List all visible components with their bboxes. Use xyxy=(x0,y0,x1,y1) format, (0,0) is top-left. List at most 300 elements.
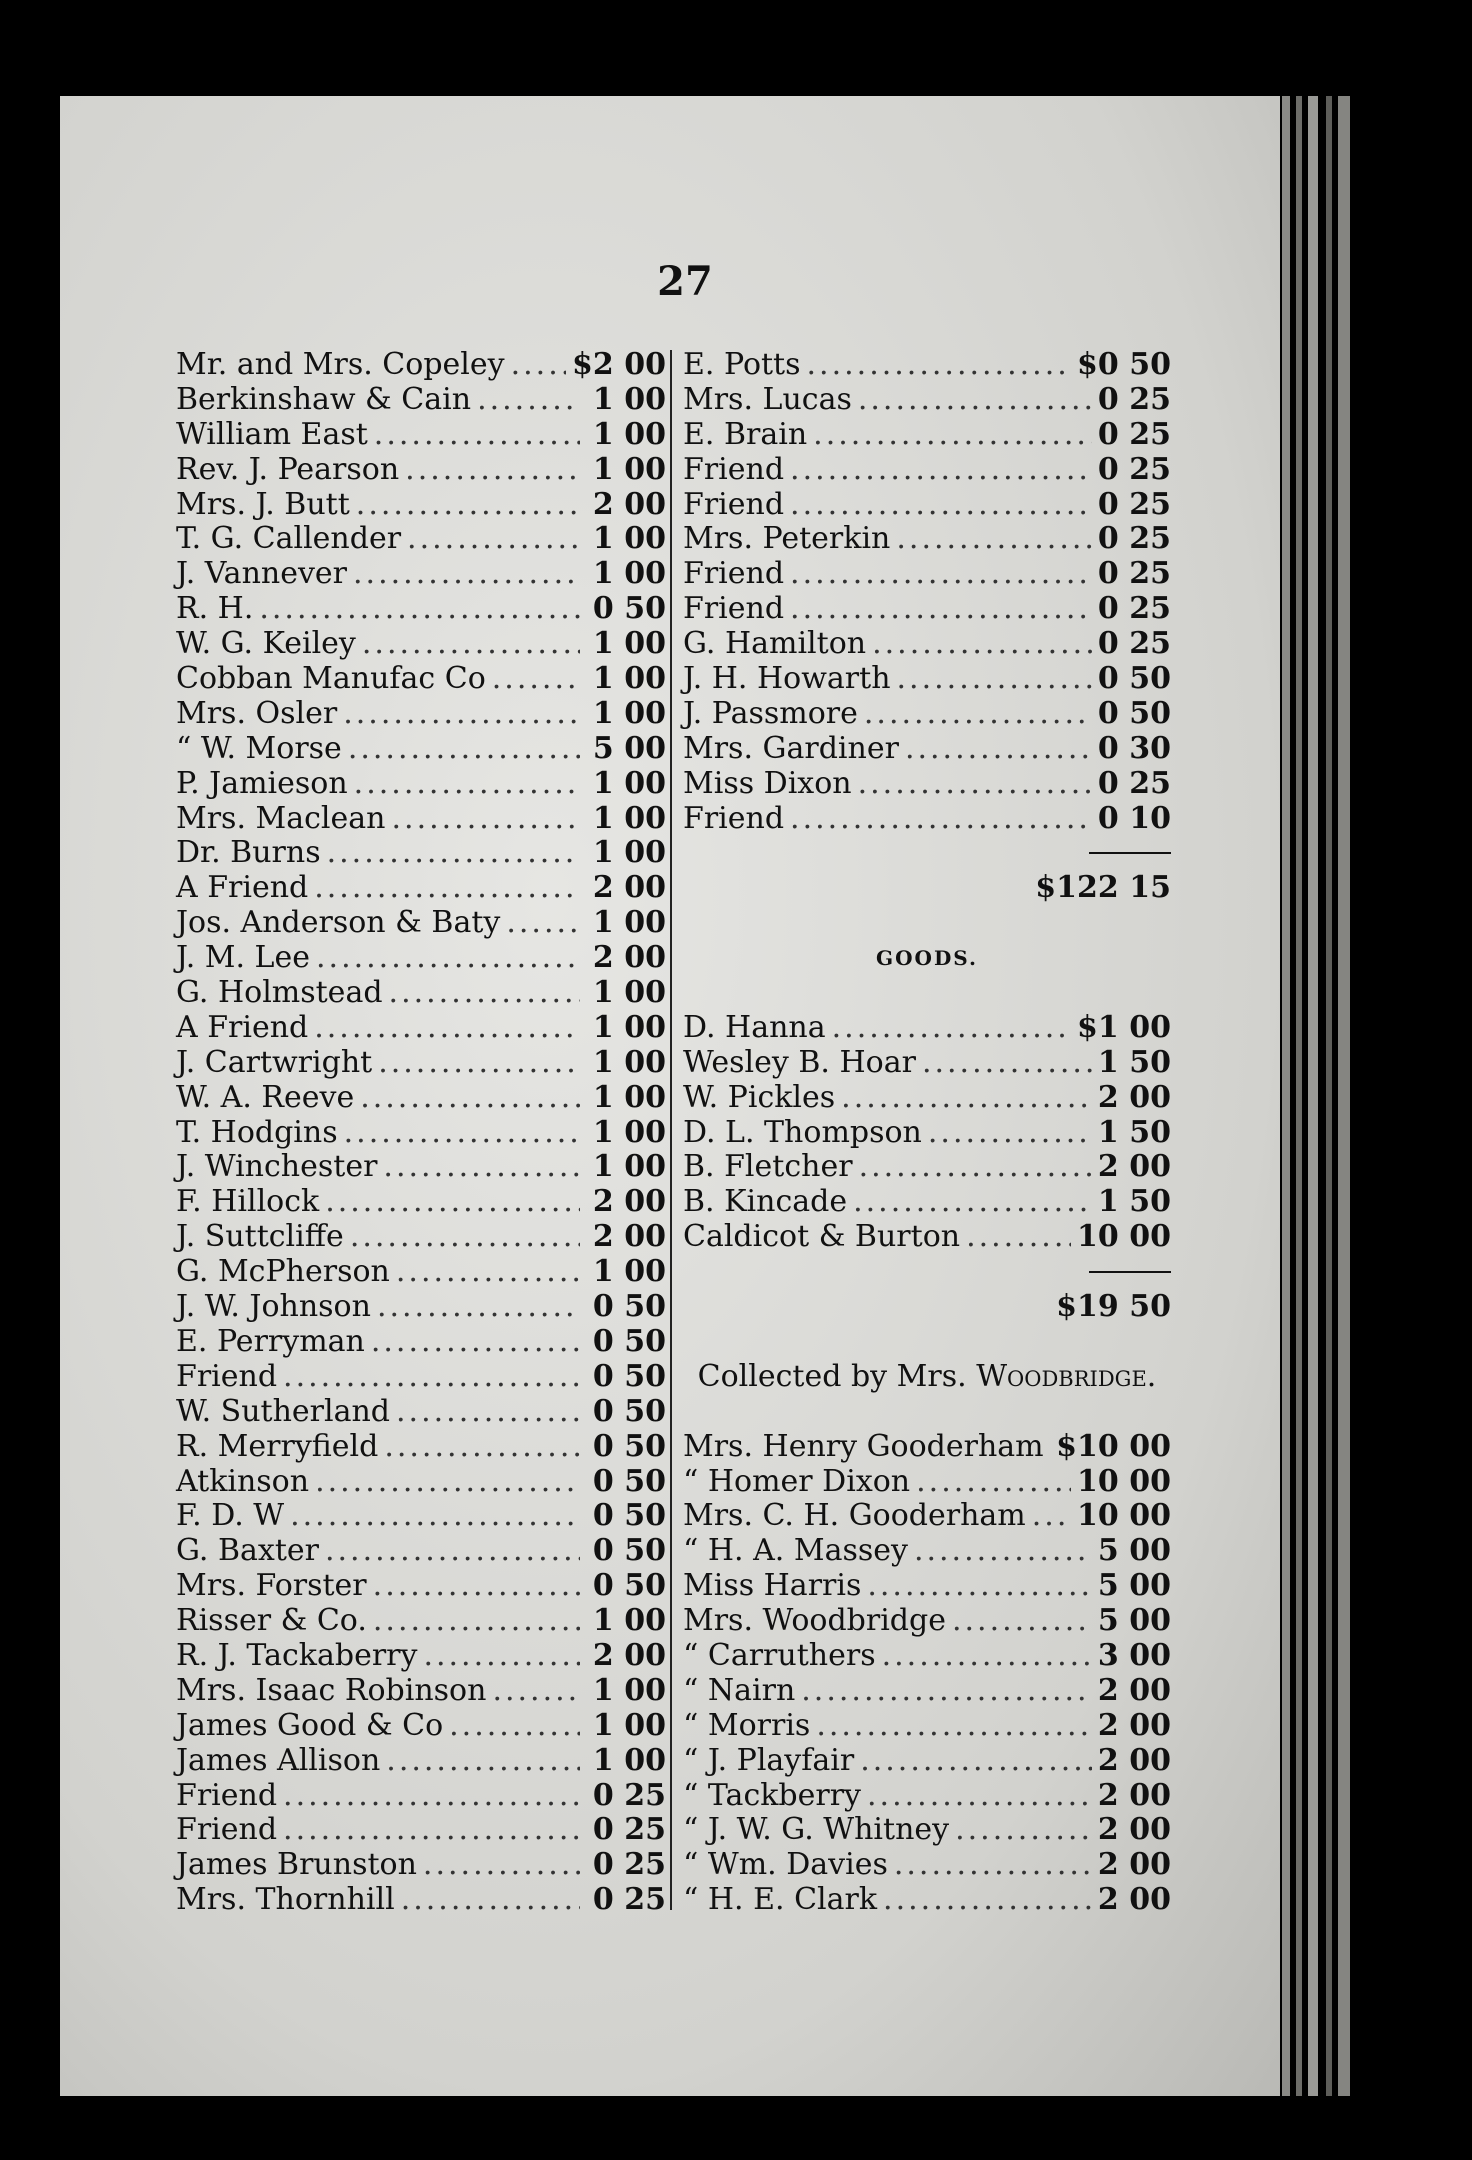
donor-name: J. W. Johnson xyxy=(176,1289,371,1325)
list-item xyxy=(176,627,666,662)
donation-amount: 1 00 xyxy=(592,975,666,1011)
list-item xyxy=(683,1813,1171,1848)
leader-dots xyxy=(314,871,580,906)
leader-dots xyxy=(883,1883,1092,1918)
donation-amount: 2 00 xyxy=(1097,1742,1171,1778)
donation-amount: 1 00 xyxy=(592,556,666,592)
donor-name: F. D. W xyxy=(176,1498,285,1534)
donor-name: D. Hanna xyxy=(683,1009,826,1045)
donation-amount: 2 00 xyxy=(1097,1882,1171,1918)
donor-name: T. G. Callender xyxy=(176,521,402,557)
leader-dots xyxy=(853,1185,1092,1220)
donor-name: James Good & Co xyxy=(176,1707,444,1743)
collected-heading xyxy=(683,1360,1171,1395)
donor-name: R. J. Tackaberry xyxy=(176,1637,418,1673)
leader-dots xyxy=(407,522,580,557)
donor-name: “ W. Morse xyxy=(176,730,342,766)
donation-amount: 5 00 xyxy=(1097,1568,1171,1604)
donation-amount: 0 25 xyxy=(1097,591,1171,627)
list-item xyxy=(176,1569,666,1604)
donation-amount: 1 00 xyxy=(592,695,666,731)
list-item xyxy=(683,1883,1171,1918)
donation-amount: 0 25 xyxy=(1097,416,1171,452)
donor-name: G. Baxter xyxy=(176,1533,319,1569)
goods-total: $19 50 xyxy=(1056,1289,1171,1325)
donor-name: “ Homer Dixon xyxy=(683,1463,911,1499)
list-item xyxy=(683,627,1171,662)
donation-amount: 0 10 xyxy=(1097,800,1171,836)
donation-amount: 0 25 xyxy=(1097,765,1171,801)
leader-dots xyxy=(374,418,580,453)
spacer xyxy=(683,1325,1171,1360)
right-column xyxy=(683,348,1171,1918)
leader-dots xyxy=(790,802,1092,837)
donor-name: “ H. A. Massey xyxy=(683,1533,908,1569)
list-item xyxy=(683,767,1171,802)
donor-name: “ Tackberry xyxy=(683,1777,862,1813)
donor-name: “ J. Playfair xyxy=(683,1742,855,1778)
list-item xyxy=(176,1674,666,1709)
list-item xyxy=(176,1185,666,1220)
list-item xyxy=(176,557,666,592)
list-item xyxy=(683,348,1171,383)
collected-prefix: Collected by Mrs. xyxy=(697,1358,967,1394)
donation-amount: 2 00 xyxy=(1097,1777,1171,1813)
leader-dots xyxy=(392,802,581,837)
donation-amount: 1 50 xyxy=(1097,1114,1171,1150)
leader-dots xyxy=(384,1430,580,1465)
list-item xyxy=(176,1848,666,1883)
leader-dots xyxy=(405,453,580,488)
list-item xyxy=(176,418,666,453)
donor-name: J. H. Howarth xyxy=(683,661,891,697)
donor-name: Berkinshaw & Cain xyxy=(176,381,472,417)
list-item xyxy=(176,1081,666,1116)
donor-name: G. Holmstead xyxy=(176,975,383,1011)
donor-name: A Friend xyxy=(176,870,309,906)
list-item xyxy=(176,941,666,976)
donation-amount: 1 00 xyxy=(592,765,666,801)
list-item xyxy=(176,1011,666,1046)
leader-dots xyxy=(867,1569,1092,1604)
leader-dots xyxy=(841,1081,1092,1116)
donor-name: Mrs. Gardiner xyxy=(683,730,899,766)
list-item xyxy=(683,1639,1171,1674)
cash-total: $122 15 xyxy=(1035,870,1171,906)
donation-amount: 2 00 xyxy=(592,1637,666,1673)
leader-dots xyxy=(378,1046,580,1081)
list-item xyxy=(176,1709,666,1744)
goods-list xyxy=(683,1011,1171,1255)
collected-name: Woodbridge. xyxy=(976,1358,1157,1394)
cash-list xyxy=(683,348,1171,836)
leader-dots xyxy=(353,557,580,592)
donation-amount: 1 00 xyxy=(592,1603,666,1639)
leader-dots xyxy=(832,1011,1071,1046)
donor-name: Friend xyxy=(176,1777,278,1813)
leader-dots xyxy=(327,836,580,871)
list-item xyxy=(683,802,1171,837)
donation-amount: 1 00 xyxy=(592,416,666,452)
donor-name: P. Jamieson xyxy=(176,765,348,801)
donor-name: Mrs. Maclean xyxy=(176,800,386,836)
leader-dots xyxy=(882,1639,1092,1674)
donation-amount: 5 00 xyxy=(1097,1603,1171,1639)
donor-name: E. Potts xyxy=(683,347,801,382)
donor-name: William East xyxy=(176,416,368,452)
donor-name: “ Morris xyxy=(683,1707,811,1743)
leader-dots xyxy=(423,1848,580,1883)
list-item xyxy=(683,418,1171,453)
donation-amount: 1 00 xyxy=(592,1114,666,1150)
donor-name: Mrs. J. Butt xyxy=(176,486,350,522)
page-edge xyxy=(1296,96,1302,2096)
donor-name: J. Cartwright xyxy=(176,1044,373,1080)
list-item xyxy=(683,1046,1171,1081)
donation-amount: 1 00 xyxy=(592,451,666,487)
leader-dots xyxy=(858,383,1092,418)
donation-amount: 0 25 xyxy=(1097,451,1171,487)
page-edge xyxy=(1282,96,1290,2096)
list-item xyxy=(176,976,666,1011)
donor-name: Mrs. Henry Gooderham xyxy=(683,1428,1044,1464)
donation-amount: 1 50 xyxy=(1097,1044,1171,1080)
list-item xyxy=(176,836,666,871)
donation-amount: $1 00 xyxy=(1077,1009,1171,1045)
donor-name: Friend xyxy=(683,556,785,592)
donor-name: Dr. Burns xyxy=(176,835,321,871)
leader-dots xyxy=(362,627,580,662)
donor-name: Miss Dixon xyxy=(683,765,852,801)
donor-name: Miss Harris xyxy=(683,1568,862,1604)
leader-dots xyxy=(894,1848,1092,1883)
list-item xyxy=(683,662,1171,697)
donor-name: Mrs. Osler xyxy=(176,695,338,731)
donation-amount: 3 00 xyxy=(1097,1637,1171,1673)
donor-name: Wesley B. Hoar xyxy=(683,1044,916,1080)
donor-name: W. Sutherland xyxy=(176,1393,391,1429)
donation-amount: 1 00 xyxy=(592,1707,666,1743)
list-item xyxy=(683,1465,1171,1500)
page-edge xyxy=(1308,96,1318,2096)
leader-dots xyxy=(344,1116,580,1151)
donation-amount: 0 25 xyxy=(592,1882,666,1918)
donor-name: Atkinson xyxy=(176,1463,310,1499)
donation-amount: 10 00 xyxy=(1077,1463,1171,1499)
donation-amount: 0 50 xyxy=(1097,695,1171,731)
leader-dots xyxy=(401,1883,580,1918)
donor-name: J. Passmore xyxy=(683,695,858,731)
leader-dots xyxy=(955,1813,1092,1848)
donation-amount: 0 50 xyxy=(592,591,666,627)
leader-dots xyxy=(928,1116,1092,1151)
leader-dots xyxy=(283,1779,580,1814)
list-item xyxy=(176,1744,666,1779)
leader-dots xyxy=(916,1465,1071,1500)
donation-amount: 2 00 xyxy=(1097,1149,1171,1185)
donation-amount: 2 00 xyxy=(592,870,666,906)
list-item xyxy=(683,383,1171,418)
total-rule xyxy=(683,836,1171,871)
leader-dots xyxy=(801,1674,1092,1709)
donor-name: E. Perryman xyxy=(176,1323,365,1359)
leader-dots xyxy=(922,1046,1092,1081)
donor-name: “ Carruthers xyxy=(683,1637,876,1673)
list-item xyxy=(176,732,666,767)
list-item xyxy=(683,1011,1171,1046)
list-item xyxy=(176,1883,666,1918)
leader-dots xyxy=(790,488,1092,523)
donor-name: Mrs. Thornhill xyxy=(176,1882,395,1918)
spacer xyxy=(683,1395,1171,1430)
list-item xyxy=(176,453,666,488)
donation-amount: 1 00 xyxy=(592,626,666,662)
list-item xyxy=(176,1499,666,1534)
leader-dots xyxy=(790,557,1092,592)
donor-name: B. Fletcher xyxy=(683,1149,853,1185)
donation-amount: 2 00 xyxy=(592,1219,666,1255)
donation-amount: 0 25 xyxy=(1097,486,1171,522)
donation-amount: 0 25 xyxy=(592,1812,666,1848)
donation-amount: 1 00 xyxy=(592,1742,666,1778)
donation-amount: 2 00 xyxy=(592,486,666,522)
donor-name: Friend xyxy=(683,591,785,627)
list-item xyxy=(176,1255,666,1290)
leader-dots xyxy=(350,1220,580,1255)
donation-amount: 0 25 xyxy=(1097,381,1171,417)
donor-name: Mrs. Woodbridge xyxy=(683,1603,946,1639)
list-item xyxy=(176,1220,666,1255)
list-item xyxy=(176,662,666,697)
donor-name: Risser & Co. xyxy=(176,1603,367,1639)
donor-name: W. G. Keiley xyxy=(176,626,356,662)
donation-amount: 0 50 xyxy=(592,1393,666,1429)
leader-dots xyxy=(790,592,1092,627)
donor-name: G. Hamilton xyxy=(683,626,867,662)
total-rule xyxy=(683,1255,1171,1290)
donation-amount: 2 00 xyxy=(592,940,666,976)
leader-dots xyxy=(396,1395,580,1430)
leader-dots xyxy=(477,383,580,418)
leader-dots xyxy=(360,1081,580,1116)
donation-amount: 0 30 xyxy=(1097,730,1171,766)
list-item xyxy=(683,488,1171,523)
list-item xyxy=(176,348,666,383)
donation-amount: 5 00 xyxy=(592,730,666,766)
leader-dots xyxy=(315,1465,580,1500)
donor-name: F. Hillock xyxy=(176,1184,320,1220)
donor-name: Mr. and Mrs. Copeley xyxy=(176,347,505,382)
donor-name: J. Vannever xyxy=(176,556,348,592)
donor-name: Mrs. Lucas xyxy=(683,381,852,417)
donor-name: D. L. Thompson xyxy=(683,1114,922,1150)
list-item xyxy=(176,1534,666,1569)
list-item xyxy=(176,1116,666,1151)
donation-amount: 1 00 xyxy=(592,1009,666,1045)
donation-amount: 1 00 xyxy=(592,1079,666,1115)
list-item xyxy=(176,1360,666,1395)
list-item xyxy=(176,488,666,523)
leader-dots xyxy=(1050,1430,1051,1465)
donation-amount: 1 00 xyxy=(592,1254,666,1290)
donation-amount: 1 00 xyxy=(592,905,666,941)
leader-dots xyxy=(356,488,580,523)
list-item xyxy=(176,592,666,627)
donor-name: Rev. J. Pearson xyxy=(176,451,400,487)
page-edge xyxy=(1326,96,1332,2096)
donor-name: Friend xyxy=(176,1812,278,1848)
list-item xyxy=(683,1081,1171,1116)
leader-dots xyxy=(860,1744,1092,1779)
leader-dots xyxy=(314,1011,580,1046)
donor-name: “ H. E. Clark xyxy=(683,1882,878,1918)
list-item xyxy=(176,1395,666,1430)
list-item xyxy=(176,1150,666,1185)
spacer xyxy=(683,906,1171,941)
list-item xyxy=(176,697,666,732)
donation-amount: 0 50 xyxy=(592,1358,666,1394)
donor-name: Friend xyxy=(176,1358,278,1394)
donation-amount: 1 00 xyxy=(592,661,666,697)
donor-name: James Brunston xyxy=(176,1847,417,1883)
donation-amount: 1 50 xyxy=(1097,1184,1171,1220)
donation-amount: $0 50 xyxy=(1077,347,1171,382)
list-item xyxy=(176,1639,666,1674)
list-item xyxy=(683,1744,1171,1779)
leader-dots xyxy=(396,1255,580,1290)
leader-dots xyxy=(389,976,580,1011)
leader-dots xyxy=(897,662,1092,697)
list-item xyxy=(683,1674,1171,1709)
list-item xyxy=(176,1604,666,1639)
leader-dots xyxy=(966,1220,1071,1255)
donation-amount: 2 00 xyxy=(1097,1847,1171,1883)
page-number: 27 xyxy=(657,258,713,305)
list-item xyxy=(683,1116,1171,1151)
donation-amount: 0 50 xyxy=(592,1498,666,1534)
leader-dots xyxy=(386,1744,580,1779)
donation-amount: 10 00 xyxy=(1077,1498,1171,1534)
donation-amount: 1 00 xyxy=(592,1044,666,1080)
donation-amount: 2 00 xyxy=(1097,1672,1171,1708)
donor-name: T. Hodgins xyxy=(176,1114,338,1150)
list-item xyxy=(683,1185,1171,1220)
donation-amount: 1 00 xyxy=(592,381,666,417)
donor-name: J. M. Lee xyxy=(176,940,310,976)
donor-name: A Friend xyxy=(176,1009,309,1045)
list-item xyxy=(176,383,666,418)
list-item xyxy=(683,1604,1171,1639)
leader-dots xyxy=(914,1534,1092,1569)
leader-dots xyxy=(492,1674,580,1709)
leader-dots xyxy=(377,1290,580,1325)
donation-amount: 0 50 xyxy=(592,1289,666,1325)
donor-name: W. Pickles xyxy=(683,1079,836,1115)
list-item xyxy=(683,522,1171,557)
donation-amount: 0 25 xyxy=(1097,556,1171,592)
leader-dots xyxy=(813,418,1092,453)
leader-dots xyxy=(449,1709,580,1744)
donor-name: G. McPherson xyxy=(176,1254,390,1290)
list-item xyxy=(683,1709,1171,1744)
page-edge xyxy=(1338,96,1350,2096)
list-item xyxy=(683,1779,1171,1814)
list-item xyxy=(176,1813,666,1848)
donor-name: W. A. Reeve xyxy=(176,1079,355,1115)
collected-list xyxy=(683,1430,1171,1918)
donation-amount: $10 00 xyxy=(1056,1428,1171,1464)
list-item xyxy=(683,453,1171,488)
list-item xyxy=(176,1290,666,1325)
donor-name: B. Kincade xyxy=(683,1184,848,1220)
leader-dots xyxy=(259,592,580,627)
donor-name: Friend xyxy=(683,800,785,836)
donor-name: “ Nairn xyxy=(683,1672,796,1708)
donor-name: “ Wm. Davies xyxy=(683,1847,888,1883)
left-column xyxy=(176,348,666,1918)
donor-name: “ J. W. G. Whitney xyxy=(683,1812,950,1848)
list-item xyxy=(683,732,1171,767)
donor-name: Mrs. Isaac Robinson xyxy=(176,1672,487,1708)
leader-dots xyxy=(492,662,580,697)
leader-dots xyxy=(952,1604,1092,1639)
donation-amount: 0 50 xyxy=(592,1428,666,1464)
donor-name: Friend xyxy=(683,451,785,487)
leader-dots xyxy=(290,1499,580,1534)
leader-dots xyxy=(325,1185,580,1220)
list-item xyxy=(176,1430,666,1465)
leader-dots xyxy=(859,1150,1092,1185)
list-item xyxy=(176,1779,666,1814)
list-item xyxy=(176,906,666,941)
donor-name: Mrs. C. H. Gooderham xyxy=(683,1498,1026,1534)
list-item xyxy=(683,1848,1171,1883)
donor-name: Jos. Anderson & Baty xyxy=(176,905,501,941)
leader-dots xyxy=(325,1534,580,1569)
donor-name: Mrs. Forster xyxy=(176,1568,367,1604)
list-item xyxy=(176,1046,666,1081)
leader-dots xyxy=(343,697,580,732)
leader-dots xyxy=(354,767,580,802)
leader-dots xyxy=(506,906,580,941)
list-item xyxy=(176,522,666,557)
spacer xyxy=(683,976,1171,1011)
donation-amount: 1 00 xyxy=(592,835,666,871)
donation-amount: 0 25 xyxy=(592,1777,666,1813)
leader-dots xyxy=(896,522,1092,557)
donation-amount: 0 25 xyxy=(1097,521,1171,557)
donor-name: Cobban Manufac Co xyxy=(176,661,486,697)
list-item xyxy=(683,1499,1171,1534)
leader-dots xyxy=(905,732,1092,767)
leader-dots xyxy=(858,767,1092,802)
leader-dots xyxy=(816,1709,1092,1744)
list-item xyxy=(683,697,1171,732)
list-item xyxy=(683,1534,1171,1569)
donation-amount: 0 25 xyxy=(592,1847,666,1883)
donor-name: Friend xyxy=(683,486,785,522)
list-item xyxy=(683,1220,1171,1255)
list-item xyxy=(176,802,666,837)
leader-dots xyxy=(1032,1499,1071,1534)
donor-name: E. Brain xyxy=(683,416,808,452)
leader-dots xyxy=(790,453,1092,488)
donor-name: J. Suttcliffe xyxy=(176,1219,344,1255)
donation-amount: 2 00 xyxy=(592,1184,666,1220)
donation-amount: 10 00 xyxy=(1077,1219,1171,1255)
leader-dots xyxy=(423,1639,580,1674)
list-item xyxy=(176,1465,666,1500)
